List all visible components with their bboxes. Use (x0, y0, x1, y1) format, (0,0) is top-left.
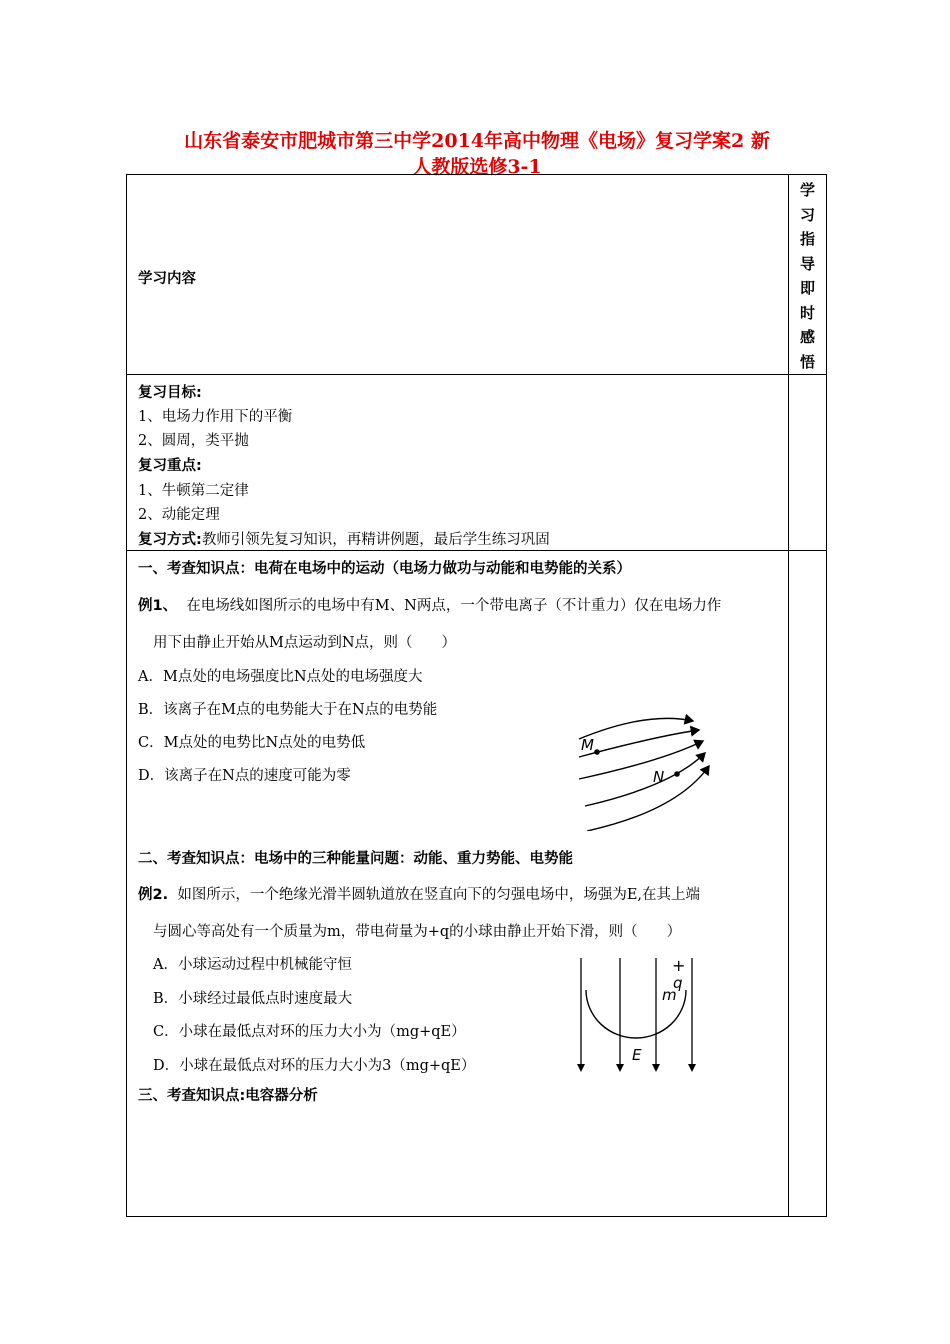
goal-item-2: 2、圆周，类平抛 (138, 433, 249, 449)
section3-heading: 三、考查知识点:电容器分析 (138, 1088, 318, 1104)
field-line-1 (579, 718, 693, 739)
mass-m-label: m (662, 986, 677, 1004)
section1-heading: 一、考查知识点：电荷在电场中的运动（电场力做功与动能和电势能的关系） (138, 561, 631, 577)
method-title: 复习方式: (138, 532, 202, 548)
goals-side-cell (789, 375, 827, 551)
goal-item-1: 1、电场力作用下的平衡 (138, 409, 293, 425)
arrowhead-e3 (652, 1064, 660, 1072)
section1-example-label: 例1、 (138, 598, 178, 614)
field-line-4 (585, 753, 705, 806)
side-header-cell (789, 175, 827, 375)
point-m-label: M (581, 736, 594, 754)
section1-question-line1: 例1、 在电场线如图所示的电场中有M、N两点，一个带电离子（不计重力）仅在电场力作 (138, 598, 722, 614)
side-label-char: 时 (799, 303, 815, 322)
method-text: 教师引领先复习知识，再精讲例题，最后学生练习巩固 (201, 532, 550, 548)
point-m-dot (594, 749, 600, 755)
section2-heading: 二、考查知识点：电场中的三种能量问题：动能、重力势能、电势能 (138, 851, 573, 867)
field-lines-figure (577, 691, 717, 831)
arrowhead-e1 (577, 1064, 585, 1072)
method-line (138, 528, 550, 549)
arrowhead-e4 (688, 1064, 696, 1072)
section2-option-d: D．小球在最低点对环的压力大小为3（mg+qE） (153, 1058, 476, 1074)
side-label-char: 即 (799, 279, 815, 297)
section1-option-d: D．该离子在N点的速度可能为零 (138, 768, 351, 784)
point-n-dot (674, 771, 680, 777)
title-line-2: 人教版选修3-1 (412, 156, 542, 178)
section2-question-line1: 例2. 如图所示，一个绝缘光滑半圆轨道放在竖直向下的匀强电场中，场强为E,在其上端 (138, 887, 701, 903)
side-label-char: 导 (799, 254, 815, 273)
header-row (127, 175, 827, 375)
section2-option-c: C．小球在最低点对环的压力大小为（mg+qE） (153, 1024, 466, 1040)
section1-question-line2: 用下由静止开始从M点运动到N点，则（ ） (153, 635, 457, 651)
focus-item-2: 2、动能定理 (138, 507, 220, 523)
field-line-3 (579, 741, 703, 779)
side-label-char: 悟 (799, 352, 815, 371)
content-header-cell (127, 175, 789, 375)
side-label-char: 指 (799, 230, 815, 248)
study-table (126, 174, 827, 1217)
field-line-5 (587, 766, 709, 831)
goals-row (127, 375, 827, 551)
side-label (789, 175, 826, 374)
side-label-char: 习 (799, 205, 815, 224)
focus-item-1: 1、牛顿第二定律 (138, 483, 249, 499)
arrowhead-e2 (616, 1064, 624, 1072)
section2-option-b: B．小球经过最低点时速度最大 (153, 991, 353, 1007)
semicircle-track-figure (572, 956, 702, 1076)
content-cell (127, 551, 789, 1217)
section1-option-a: A．M点处的电场强度比N点处的电场强度大 (138, 669, 423, 685)
point-n-label: N (653, 768, 665, 786)
goals-cell (127, 375, 789, 551)
content-row (127, 551, 827, 1217)
content-label: 学习内容 (138, 271, 196, 287)
content-side-cell (789, 551, 827, 1217)
charge-q-label: q (673, 974, 683, 992)
section2-option-a: A．小球运动过程中机械能守恒 (153, 957, 352, 973)
section2-question-line2: 与圆心等高处有一个质量为m，带电荷量为+q的小球由静止开始下滑，则（ ） (153, 924, 682, 940)
section2-example-label: 例2. (138, 887, 169, 903)
side-label-char: 学 (799, 181, 815, 199)
goal-title: 复习目标: (138, 385, 202, 401)
document-title (128, 128, 826, 180)
title-line-1: 山东省泰安市肥城市第三中学2014年高中物理《电场》复习学案2 新 (184, 130, 770, 152)
field-e-label: E (632, 1046, 642, 1064)
section1-option-b: B．该离子在M点的电势能大于在N点的电势能 (138, 702, 438, 718)
side-label-char: 感 (799, 328, 815, 346)
section1-option-c: C．M点处的电势比N点处的电势低 (138, 735, 366, 751)
charge-plus-label: + (672, 956, 686, 975)
focus-title: 复习重点: (138, 458, 202, 474)
